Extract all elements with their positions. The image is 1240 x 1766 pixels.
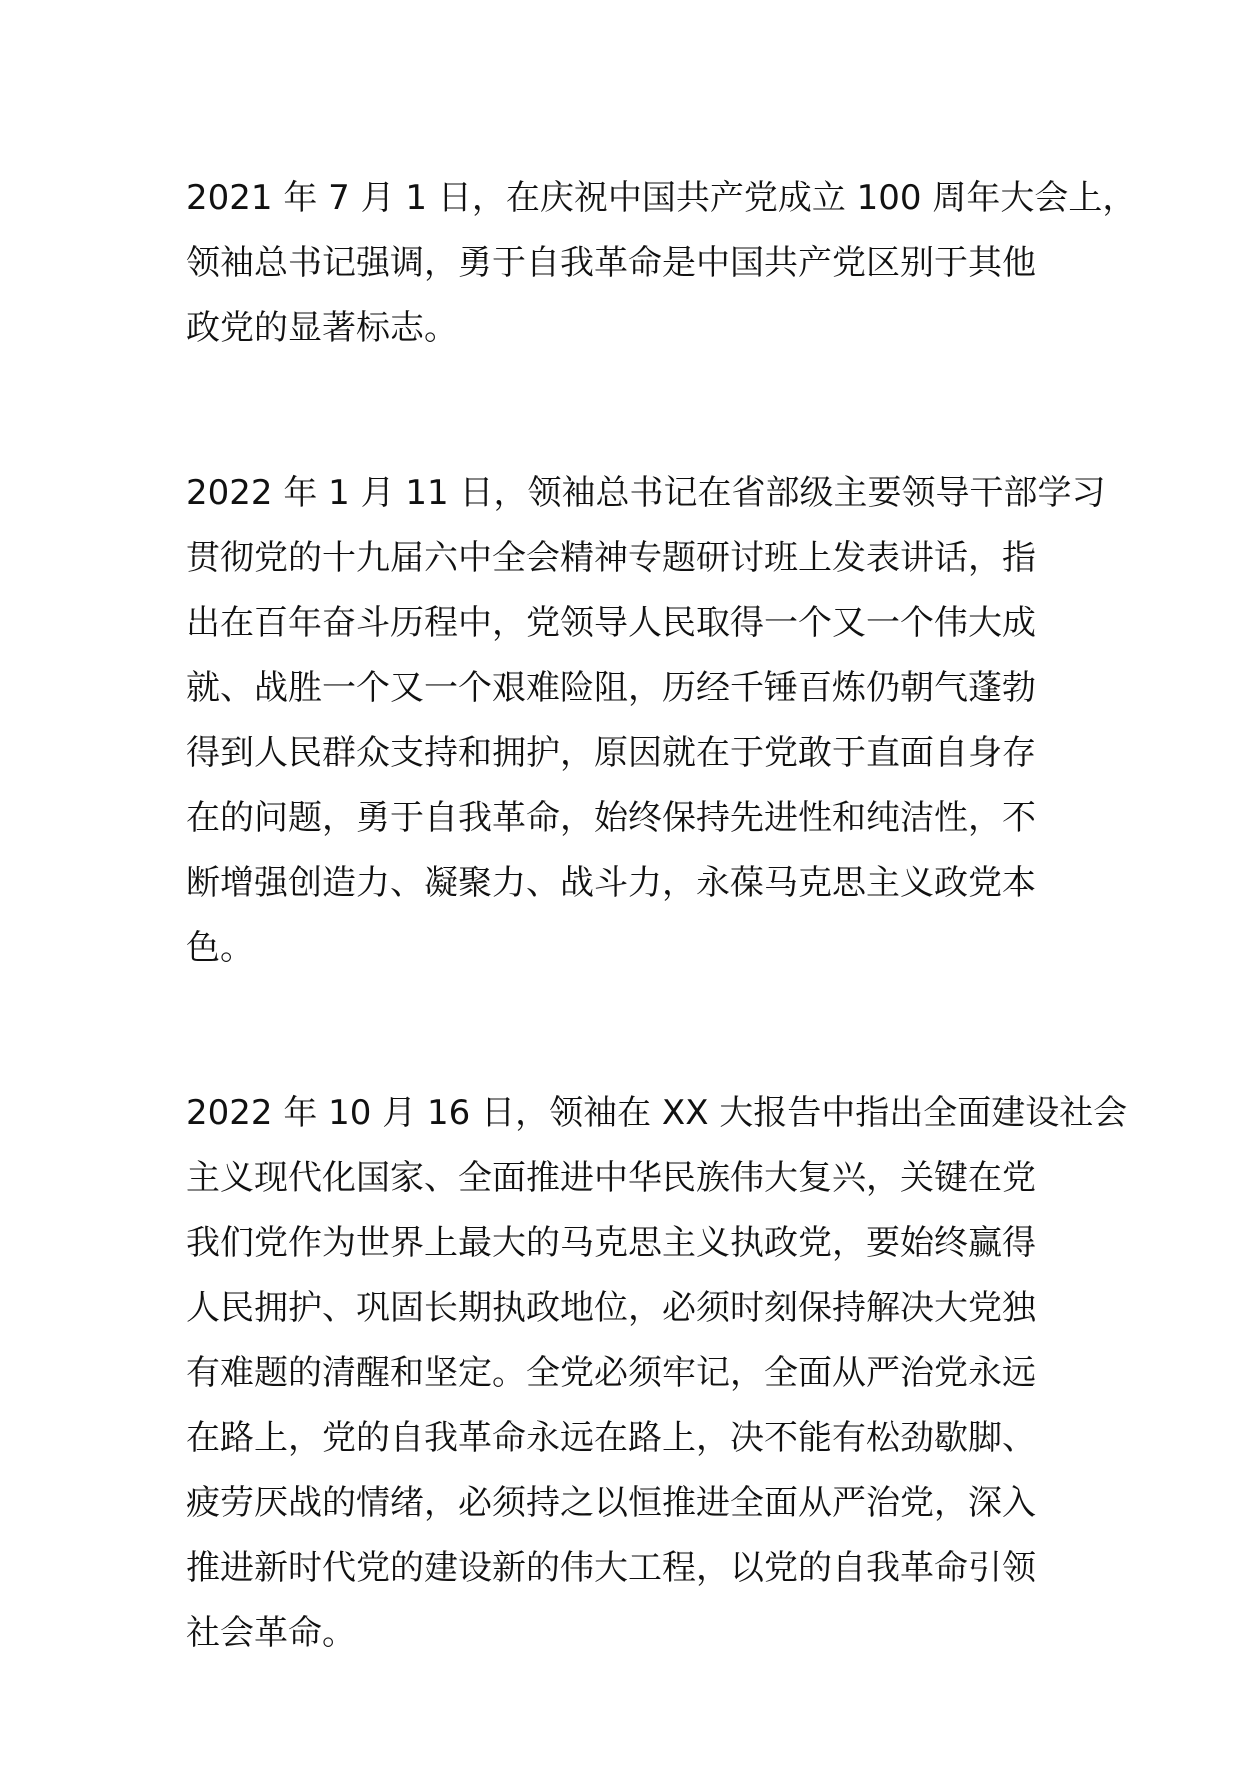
text-line: 在的问题，勇于自我革命，始终保持先进性和纯洁性，不 [186,798,1036,838]
text-line: 断增强创造力、凝聚力、战斗力，永葆马克思主义政党本 [186,863,1036,903]
text-line: 推进新时代党的建设新的伟大工程，以党的自我革命引领 [186,1548,1036,1588]
paragraph-2022-oct [186,1081,1128,1666]
text-line: 2021 年 7 月 1 日，在庆祝中国共产党成立 100 周年大会上， [186,178,1137,218]
text-line: 我们党作为世界上最大的马克思主义执政党，要始终赢得 [186,1223,1036,1263]
text-line: 社会革命。 [186,1613,356,1653]
text-line: 出在百年奋斗历程中，党领导人民取得一个又一个伟大成 [186,603,1036,643]
text-line: 贯彻党的十九届六中全会精神专题研讨班上发表讲话，指 [186,538,1036,578]
text-line: 在路上，党的自我革命永远在路上，决不能有松劲歇脚、 [186,1418,1036,1458]
paragraph-2022-jan [186,461,1106,981]
text-line: 疲劳厌战的情绪，必须持之以恒推进全面从严治党，深入 [186,1483,1036,1523]
text-line: 就、战胜一个又一个艰难险阻，历经千锤百炼仍朝气蓬勃 [186,668,1036,708]
text-line: 色。 [186,928,254,968]
text-line: 2022 年 10 月 16 日，领袖在 XX 大报告中指出全面建设社会 [186,1093,1128,1133]
document-body [186,166,1137,1766]
text-line: 领袖总书记强调，勇于自我革命是中国共产党区别于其他 [186,243,1036,283]
text-line: 政党的显著标志。 [186,308,458,348]
text-line: 主义现代化国家、全面推进中华民族伟大复兴，关键在党 [186,1158,1036,1198]
text-line: 2022 年 1 月 11 日，领袖总书记在省部级主要领导干部学习 [186,473,1106,513]
text-line: 有难题的清醒和坚定。全党必须牢记，全面从严治党永远 [186,1353,1036,1393]
text-line: 人民拥护、巩固长期执政地位，必须时刻保持解决大党独 [186,1288,1036,1328]
paragraph-2021 [186,166,1137,361]
text-line: 得到人民群众支持和拥护，原因就在于党敢于直面自身存 [186,733,1036,773]
